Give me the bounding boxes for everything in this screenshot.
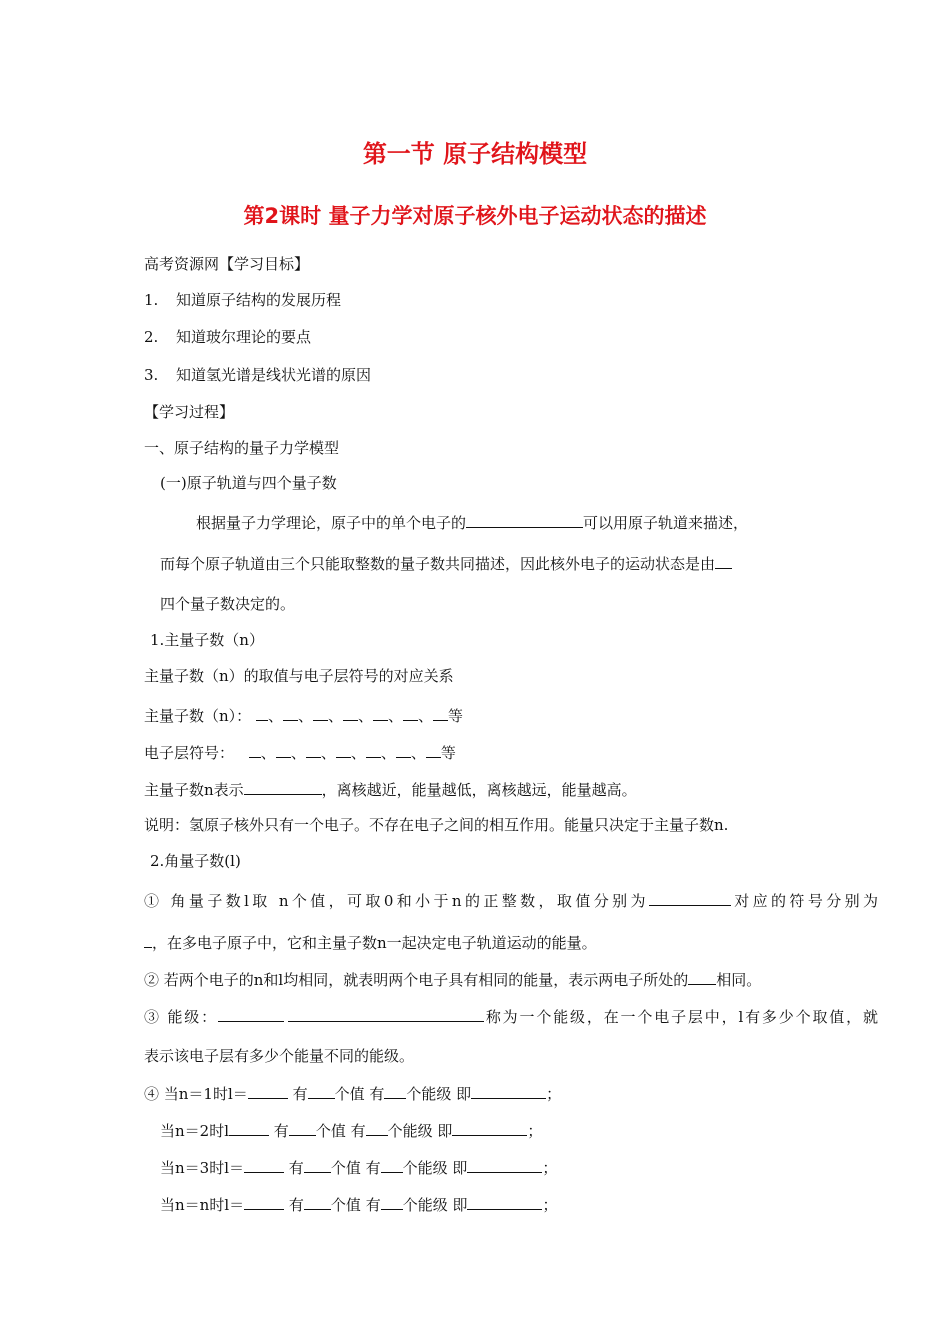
- fill-blank[interactable]: [467, 1193, 542, 1210]
- fill-blank[interactable]: [229, 1119, 269, 1136]
- section-heading: 一、原子结构的量子力学模型: [144, 439, 340, 457]
- fill-blank[interactable]: [381, 1193, 403, 1210]
- paragraph-line: 表示该电子层有多少个能量不同的能级。: [144, 1047, 415, 1065]
- l-value-row: 当n＝3时l＝ 有 个值 有 个能级 即 ；: [160, 1156, 557, 1178]
- page-title: 第一节 原子结构模型: [362, 140, 588, 168]
- fill-blank[interactable]: [384, 1082, 406, 1099]
- fill-blank[interactable]: [304, 1193, 331, 1210]
- objective-item: 3. 知道氢光谱是线状光谱的原因: [144, 366, 372, 384]
- fill-blank[interactable]: [304, 1156, 331, 1173]
- fill-blank[interactable]: [289, 1119, 316, 1136]
- fill-blank[interactable]: [256, 704, 268, 721]
- process-heading: 【学习过程】: [144, 403, 235, 421]
- subsection-heading: (一)原子轨道与四个量子数: [160, 474, 337, 492]
- page-subtitle: 第2课时 量子力学对原子核外电子运动状态的描述: [243, 204, 707, 228]
- fill-blank[interactable]: [244, 778, 322, 795]
- fill-blank[interactable]: [343, 704, 358, 721]
- shell-symbols-line: 电子层符号： 、 、 、 、 、 、 等: [144, 741, 456, 763]
- paragraph-line: ，在多电子原子中，它和主量子数n一起决定电子轨道运动的能量。: [144, 931, 597, 953]
- fill-blank[interactable]: [276, 741, 291, 758]
- fill-blank[interactable]: [433, 704, 448, 721]
- fill-blank[interactable]: [313, 704, 328, 721]
- fill-blank[interactable]: [366, 1119, 388, 1136]
- fill-blank[interactable]: [396, 741, 411, 758]
- paragraph-line: ③ 能级： 称为一个能级，在一个电子层中，l有多少个取值，就: [144, 1005, 878, 1027]
- paragraph-line: 主量子数n表示 ，离核越近，能量越低，离核越远，能量越高。: [144, 778, 637, 800]
- fill-blank[interactable]: [688, 968, 716, 985]
- paragraph-line: 主量子数（n）的取值与电子层符号的对应关系: [144, 667, 454, 685]
- fill-blank[interactable]: [373, 704, 388, 721]
- paragraph-line: ① 角量子数l取 n个值，可取0和小于n的正整数，取值分别为 对应的符号分别为: [144, 889, 878, 911]
- fill-blank[interactable]: [336, 741, 351, 758]
- n-values-line: 主量子数（n）： 、 、 、 、 、 、 等: [144, 704, 463, 726]
- fill-blank[interactable]: [249, 741, 261, 758]
- fill-blank[interactable]: [466, 511, 583, 528]
- fill-blank[interactable]: [366, 741, 381, 758]
- fill-blank[interactable]: [283, 704, 298, 721]
- paragraph-line: 四个量子数决定的。: [160, 595, 296, 613]
- fill-blank[interactable]: [467, 1156, 542, 1173]
- fill-blank[interactable]: [244, 1193, 284, 1210]
- fill-blank[interactable]: [218, 1005, 284, 1022]
- paragraph-line: 根据量子力学理论，原子中的单个电子的 可以用原子轨道来描述，: [196, 511, 748, 533]
- fill-blank[interactable]: [471, 1082, 546, 1099]
- fill-blank[interactable]: [244, 1156, 284, 1173]
- l-value-row: 当n＝n时l＝ 有 个值 有 个能级 即 ；: [160, 1193, 558, 1215]
- fill-blank[interactable]: [452, 1119, 527, 1136]
- l-value-row: ④ 当n＝1时l＝ 有 个值 有 个能级 即 ；: [144, 1082, 561, 1104]
- fill-blank[interactable]: [715, 552, 732, 569]
- fill-blank[interactable]: [144, 931, 152, 948]
- fill-blank[interactable]: [381, 1156, 403, 1173]
- fill-blank[interactable]: [306, 741, 321, 758]
- fill-blank[interactable]: [308, 1082, 335, 1099]
- objective-item: 1. 知道原子结构的发展历程: [144, 291, 342, 309]
- paragraph-line: ② 若两个电子的n和l均相同，就表明两个电子具有相同的能量，表示两电子所处的 相同。: [144, 968, 761, 990]
- subsection-heading: 1.主量子数（n）: [150, 631, 264, 649]
- fill-blank[interactable]: [649, 889, 731, 906]
- fill-blank[interactable]: [403, 704, 418, 721]
- objective-item: 2. 知道玻尔理论的要点: [144, 328, 312, 346]
- fill-blank[interactable]: [248, 1082, 288, 1099]
- fill-blank[interactable]: [426, 741, 441, 758]
- objectives-heading: 高考资源网【学习目标】: [144, 255, 310, 273]
- paragraph-line: 说明：氢原子核外只有一个电子。不存在电子之间的相互作用。能量只决定于主量子数n.: [144, 816, 729, 834]
- l-value-row: 当n＝2时l 有 个值 有 个能级 即 ；: [160, 1119, 542, 1141]
- subsection-heading: 2.角量子数(l): [150, 852, 241, 870]
- paragraph-line: 而每个原子轨道由三个只能取整数的量子数共同描述，因此核外电子的运动状态是由: [160, 552, 732, 574]
- fill-blank[interactable]: [288, 1005, 484, 1022]
